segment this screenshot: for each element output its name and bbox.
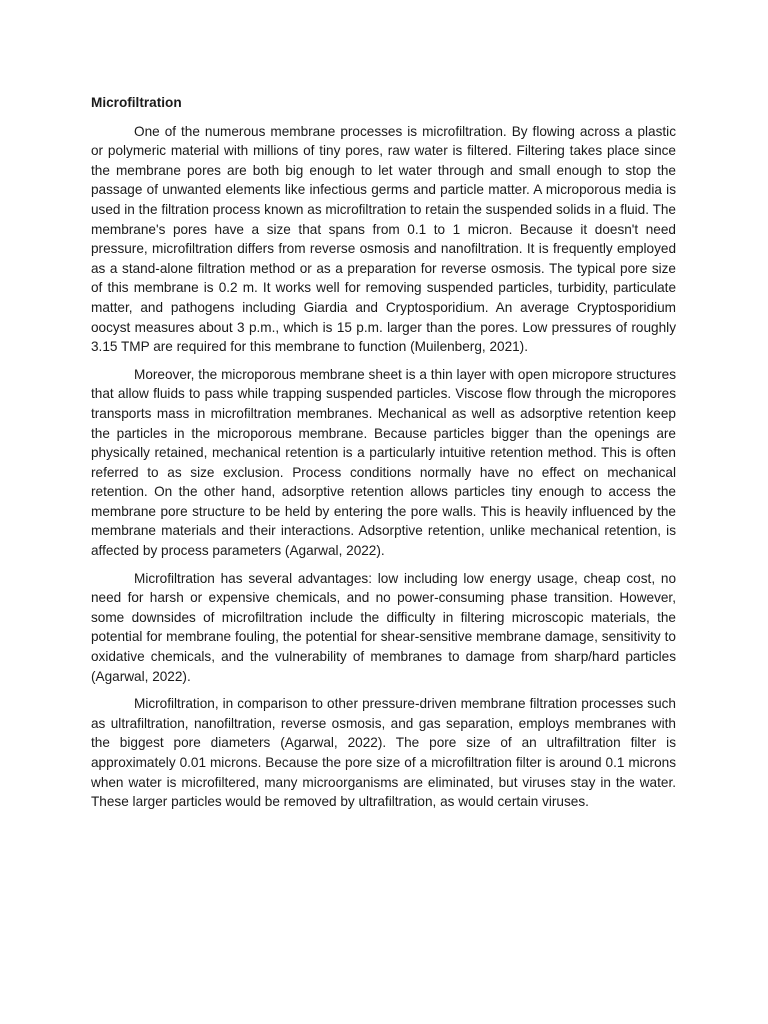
paragraph-advantages: Microfiltration has several advantages: low including low energy usage, cheap cost, no need for harsh or expensive chemicals, and no power-consuming phase transition. However, some downsides of microfiltration include the difficulty in filtering microscopic materials, the potential for membrane fouling, the potential for shear-sensitive membrane damage, sensitivity to oxidative chemicals, and the vulnerability of membranes to damage from sharp/hard particles (Agarwal, 2022).	[91, 570, 676, 684]
section-heading: Microfiltration	[91, 95, 182, 110]
paragraph-intro: One of the numerous membrane processes is microfiltration. By flowing across a plastic or polymeric material with millions of tiny pores, raw water is filtered. Filtering takes place since the membrane pores are both big enough to let water through and small enough to stop the passage of unwanted elements like infectious germs and particle matter. A microporous media is used in the filtration process known as microfiltration to retain the suspended solids in a fluid. The membrane's pores have a size that spans from 0.1 to 1 micron. Because it doesn't need pressure, microfiltration differs from reverse osmosis and nanofiltration. It is frequently employed as a stand-alone filtration method or as a preparation for reverse osmosis. The typical pore size of this membrane is 0.2 m. It works well for removing suspended particles, turbidity, particulate matter, and pathogens including Giardia and Cryptosporidium. An average Cryptosporidium oocyst measures about 3 p.m., which is 15 p.m. larger than the pores. Low pressures of roughly 3.15 TMP are required for this membrane to function (Muilenberg, 2021).	[91, 123, 676, 355]
paragraph-membrane-structure: Moreover, the microporous membrane sheet is a thin layer with open micropore structures that allow fluids to pass while trapping suspended particles. Viscose flow through the micropores transports mass in microfiltration membranes. Mechanical as well as adsorptive retention keep the particles in the microporous membrane. Because particles bigger than the openings are physically retained, mechanical retention is a particularly intuitive retention method. This is often referred to as size exclusion. Process conditions normally have no effect on mechanical retention. On the other hand, adsorptive retention allows particles tiny enough to access the membrane pore structure to be held by entering the pore walls. This is heavily influenced by the membrane materials and their interactions. Adsorptive retention, unlike mechanical retention, is affected by process parameters (Agarwal, 2022).	[91, 366, 676, 559]
paragraph-comparison: Microfiltration, in comparison to other pressure-driven membrane filtration processes such as ultrafiltration, nanofiltration, reverse osmosis, and gas separation, employs membranes with the biggest pore diameters (Agarwal, 2022). The pore size of an ultrafiltration filter is approximately 0.01 microns. Because the pore size of a microfiltration filter is around 0.1 microns when water is microfiltered, many microorganisms are eliminated, but viruses stay in the water. These larger particles would be removed by ultrafiltration, as would certain viruses.	[91, 696, 676, 810]
document-page	[91, 93, 676, 820]
